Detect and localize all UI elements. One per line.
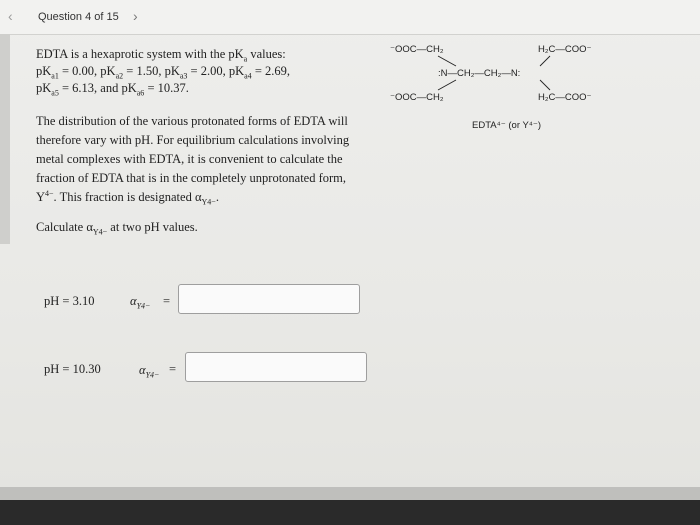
- bond-bottom-left: [438, 80, 456, 90]
- answer-input-1[interactable]: [178, 284, 360, 314]
- bond-top-left: [438, 56, 456, 66]
- equals-sign-2: =: [169, 362, 177, 376]
- paragraph-text: The distribution of the various protonated forms of EDTA will therefore vary with pH. For equilibrium calculations involving metal complexes with EDTA, it is convenient to calculate the fraction of EDTA that is in the completely unprotonated form, Y: [36, 114, 350, 204]
- intro-text: EDTA is a hexaprotic system with the pK: [36, 47, 244, 61]
- paragraph-sup: 4−: [45, 188, 54, 198]
- paragraph-alpha-sub: Y4−: [201, 197, 216, 207]
- problem-intro: EDTA is a hexaprotic system with the $pK_a$ values: $pK_{a1} = 0.00$, $pK_{a2} = 1.50$, $pK_{a3} = 2.00$, $pK_{a4} = 2.69$, $pK_{a5} = 6.13$, and $pK_{a6} = 10.37$.: [36, 47, 290, 98]
- alpha-symbol-2: $\alpha_{Y4-}$: [139, 363, 160, 380]
- ph-label-1: pH = 3.10: [44, 294, 95, 308]
- bond-top-right: [540, 56, 550, 66]
- calc-text: Calculate α: [36, 220, 93, 234]
- structure-top-right: H₂C—COO⁻: [538, 44, 592, 55]
- question-title: Question 4 of 15: [38, 11, 119, 23]
- paragraph-end: . This fraction is designated α: [53, 190, 202, 204]
- problem-paragraph: The distribution of the various protonated forms of EDTA will therefore vary with pH. For equilibrium calculations involving metal complexes with EDTA, it is convenient to calculate the fraction of EDTA that is in the completely unprotonated form, $Y^{4-}$. This fraction is designated $\alpha_{Y4-}$.: [36, 114, 350, 207]
- pka-5: $pK_{a5} = 6.13$: [36, 81, 95, 98]
- answer-input-2[interactable]: [185, 352, 367, 382]
- calc-alpha-sub: Y4−: [92, 227, 108, 237]
- left-edge-divider: [0, 34, 10, 244]
- structure-bottom-right: H₂C—COO⁻: [538, 92, 592, 103]
- bottom-bar: [0, 487, 700, 500]
- chevron-left-icon[interactable]: ‹: [8, 8, 13, 24]
- intro-end: values:: [247, 47, 286, 61]
- pka-1: $pK_{a1} = 0.00$: [36, 64, 95, 81]
- pka-3: $pK_{a3} = 2.00$: [164, 64, 223, 81]
- structure-caption: EDTA⁴⁻ (or Y⁴⁻): [472, 120, 542, 131]
- pka-4: $pK_{a4} = 2.69$: [228, 64, 287, 81]
- question-nav-bar: [0, 0, 700, 35]
- ph-label-2: pH = 10.30: [44, 362, 101, 376]
- structure-bottom-left: ⁻OOC—CH₂: [390, 92, 444, 103]
- calc-end: at two pH values.: [107, 220, 198, 234]
- alpha-symbol-1: $\alpha_{Y4-}$: [130, 294, 151, 311]
- bond-bottom-right: [540, 80, 550, 90]
- structure-top-left: ⁻OOC—CH₂: [390, 44, 444, 55]
- intro-sub: a: [243, 54, 248, 64]
- structure-middle: :N—CH₂—CH₂—N:: [438, 68, 521, 79]
- edta-structure: [380, 40, 620, 140]
- chevron-right-icon[interactable]: ›: [133, 8, 138, 24]
- pka-2: $pK_{a2} = 1.50$: [100, 64, 159, 81]
- pka-6: $pK_{a6} = 10.37$: [121, 81, 186, 98]
- calculate-instruction: [36, 220, 198, 235]
- equals-sign-1: =: [163, 294, 171, 308]
